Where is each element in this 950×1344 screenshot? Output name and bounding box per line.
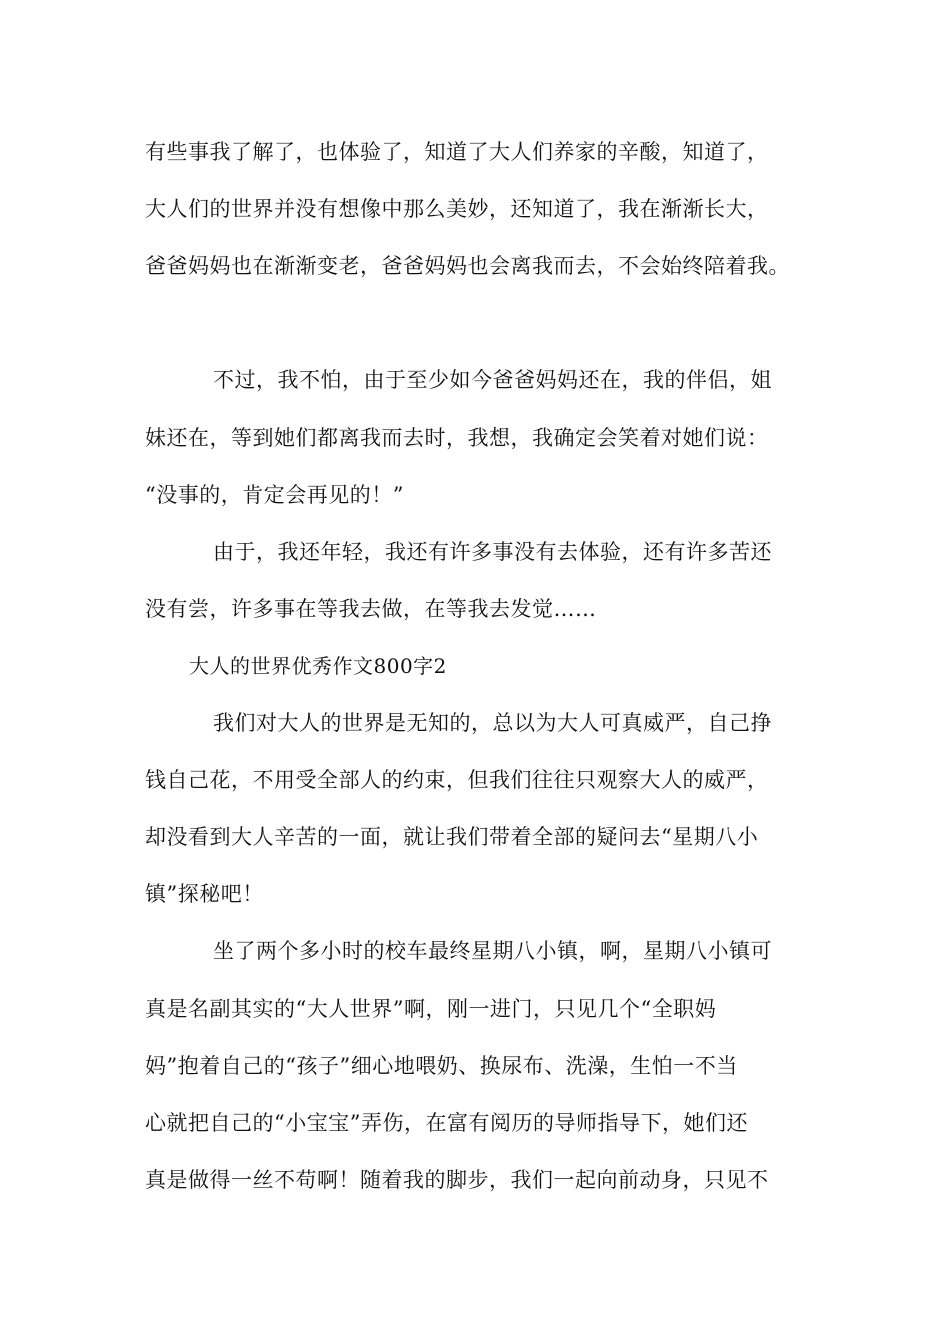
paragraph-5-line-3: 妈”抱着自己的“孩子”细心地喂奶、换尿布、洗澡，生怕一不当 — [145, 1054, 738, 1078]
paragraph-3-line-1: 由于，我还年轻，我还有许多事没有去体验，还有许多苦还 — [213, 540, 772, 564]
paragraph-2-line-2: 妹还在，等到她们都离我而去时，我想，我确定会笑着对她们说： — [145, 426, 769, 450]
paragraph-5-line-2: 真是名副其实的“大人世界”啊，刚一进门，只见几个“全职妈 — [145, 997, 717, 1021]
paragraph-5-line-4: 心就把自己的“小宝宝”弄伤，在富有阅历的导师指导下，她们还 — [145, 1111, 748, 1135]
paragraph-4-line-2: 钱自己花，不用受全部人的约束，但我们往往只观察大人的威严， — [145, 768, 769, 792]
paragraph-4-line-4: 镇”探秘吧！ — [145, 882, 264, 906]
paragraph-5-line-5: 真是做得一丝不苟啊！随着我的脚步，我们一起向前动身，只见不 — [145, 1168, 769, 1192]
paragraph-2-line-3: “没事的，肯定会再见的！” — [145, 483, 404, 507]
paragraph-1-line-1: 有些事我了解了，也体验了，知道了大人们养家的辛酸，知道了， — [145, 140, 769, 164]
paragraph-5-line-1: 坐了两个多小时的校车最终星期八小镇，啊，星期八小镇可 — [213, 939, 772, 963]
section-title: 大人的世界优秀作文800字2 — [189, 654, 447, 678]
paragraph-4-line-3: 却没看到大人辛苦的一面，就让我们带着全部的疑问去“星期八小 — [145, 825, 759, 849]
paragraph-3-line-2: 没有尝，许多事在等我去做，在等我去发觉…… — [145, 597, 597, 621]
paragraph-2-line-1: 不过，我不怕，由于至少如今爸爸妈妈还在，我的伴侣，姐 — [213, 368, 772, 392]
paragraph-1-line-2: 大人们的世界并没有想像中那么美妙，还知道了，我在渐渐长大， — [145, 197, 769, 221]
paragraph-1-line-3: 爸爸妈妈也在渐渐变老，爸爸妈妈也会离我而去，不会始终陪着我。 — [145, 254, 790, 278]
paragraph-4-line-1: 我们对大人的世界是无知的，总以为大人可真威严，自己挣 — [213, 711, 772, 735]
